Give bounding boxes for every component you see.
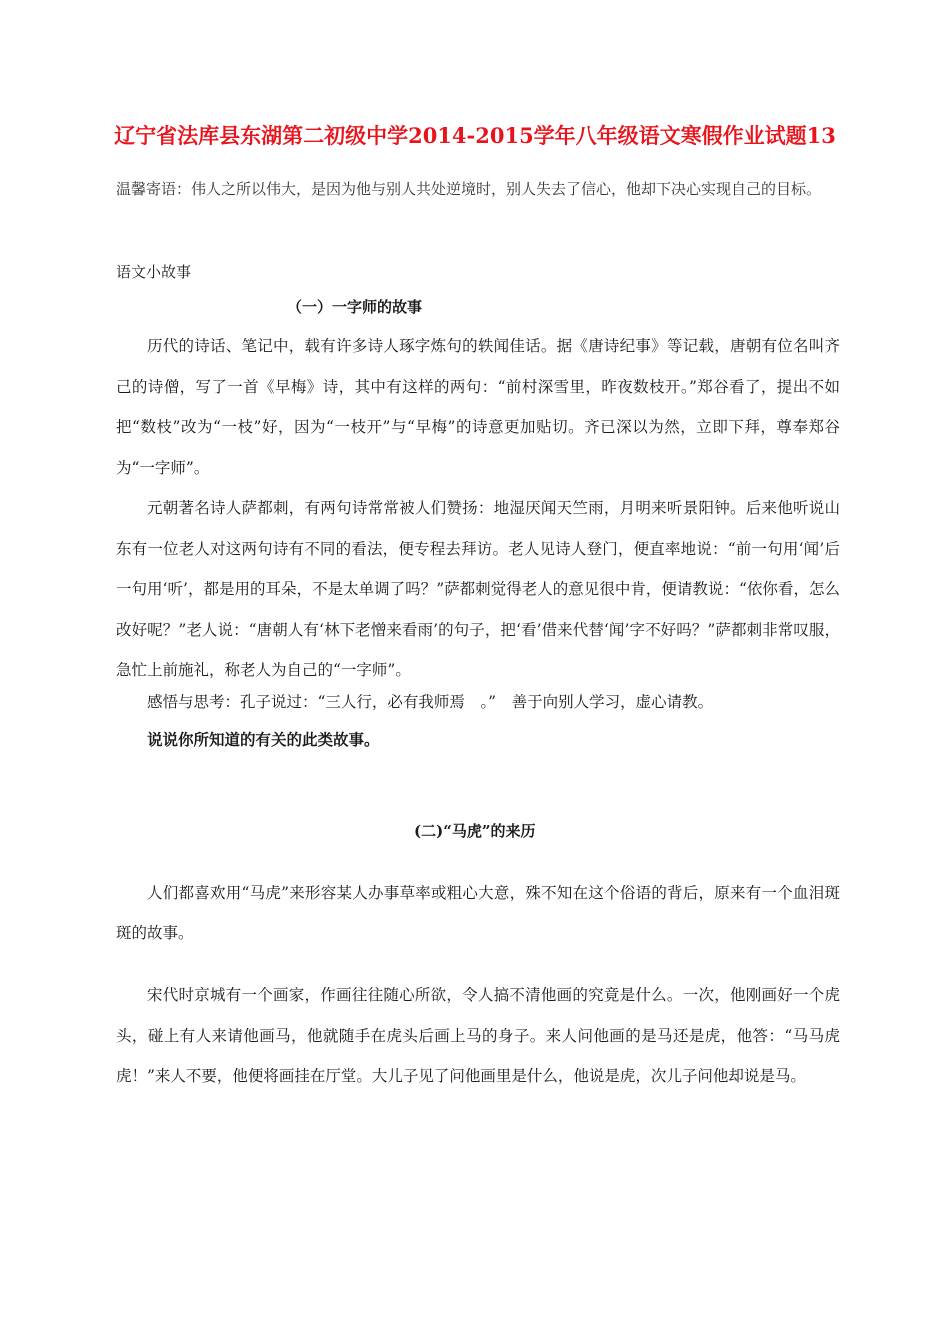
- story1-paragraph-2: 元朝著名诗人萨都刺，有两句诗常常被人们赞扬：地湿厌闻天竺雨，月明来听景阳钟。后来他听说山东有一位老人对这两句诗有不同的看法，便专程去拜访。老人见诗人登门，便直率地说：“前一句用‘闻’后一句用‘听’，都是用的耳朵，不是太单调了吗？”萨都刺觉得老人的意见很中肯，便请教说：“依你看，怎么改好呢？”老人说：“唐朝人有‘林下老憎来看雨’的句子，把‘看’借来代替‘闻’字不好吗？”萨都刺非常叹服，急忙上前施礼，称老人为自己的“一字师”。: [116, 499, 840, 679]
- story1-heading: （一）一字师的故事: [287, 298, 423, 316]
- greeting-message: 温馨寄语：伟人之所以伟大，是因为他与别人共处逆境时，别人失去了信心，他却下决心实现自己的目标。: [116, 180, 822, 198]
- section-label: 语文小故事: [116, 263, 192, 281]
- story2-heading: (二)“马虎”的来历: [414, 822, 536, 840]
- story1-reflection: 感悟与思考：孔子说过：“三人行，必有我师焉 。” 善于向别人学习，虚心请教。: [147, 693, 714, 711]
- story2-paragraph-2: 宋代时京城有一个画家，作画往往随心所欲，令人搞不清他画的究竟是什么。一次，他刚画好一个虎头，碰上有人来请他画马，他就随手在虎头后画上马的身子。来人问他画的是马还是虎，他答：“马马虎虎！”来人不要，他便将画挂在厅堂。大儿子见了问他画里是什么，他说是虎，次儿子问他却说是马。: [116, 986, 840, 1085]
- story1-paragraph-1: 历代的诗话、笔记中，载有许多诗人琢字炼句的轶闻佳话。据《唐诗纪事》等记载，唐朝有位名叫齐己的诗僧，写了一首《早梅》诗，其中有这样的两句：“前村深雪里，昨夜数枝开。”郑谷看了，提出不如把“数枝”改为“一枝”好，因为“一枝开”与“早梅”的诗意更加贴切。齐已深以为然，立即下拜，尊奉郑谷为“一字师”。: [116, 337, 840, 477]
- document-title: 辽宁省法库县东湖第二初级中学2014-2015学年八年级语文寒假作业试题13: [114, 123, 836, 148]
- story2-paragraph-1: 人们都喜欢用“马虎”来形容某人办事草率或粗心大意，殊不知在这个俗语的背后，原来有一个血泪斑斑的故事。: [116, 884, 840, 942]
- story1-prompt: 说说你所知道的有关的此类故事。: [147, 730, 380, 749]
